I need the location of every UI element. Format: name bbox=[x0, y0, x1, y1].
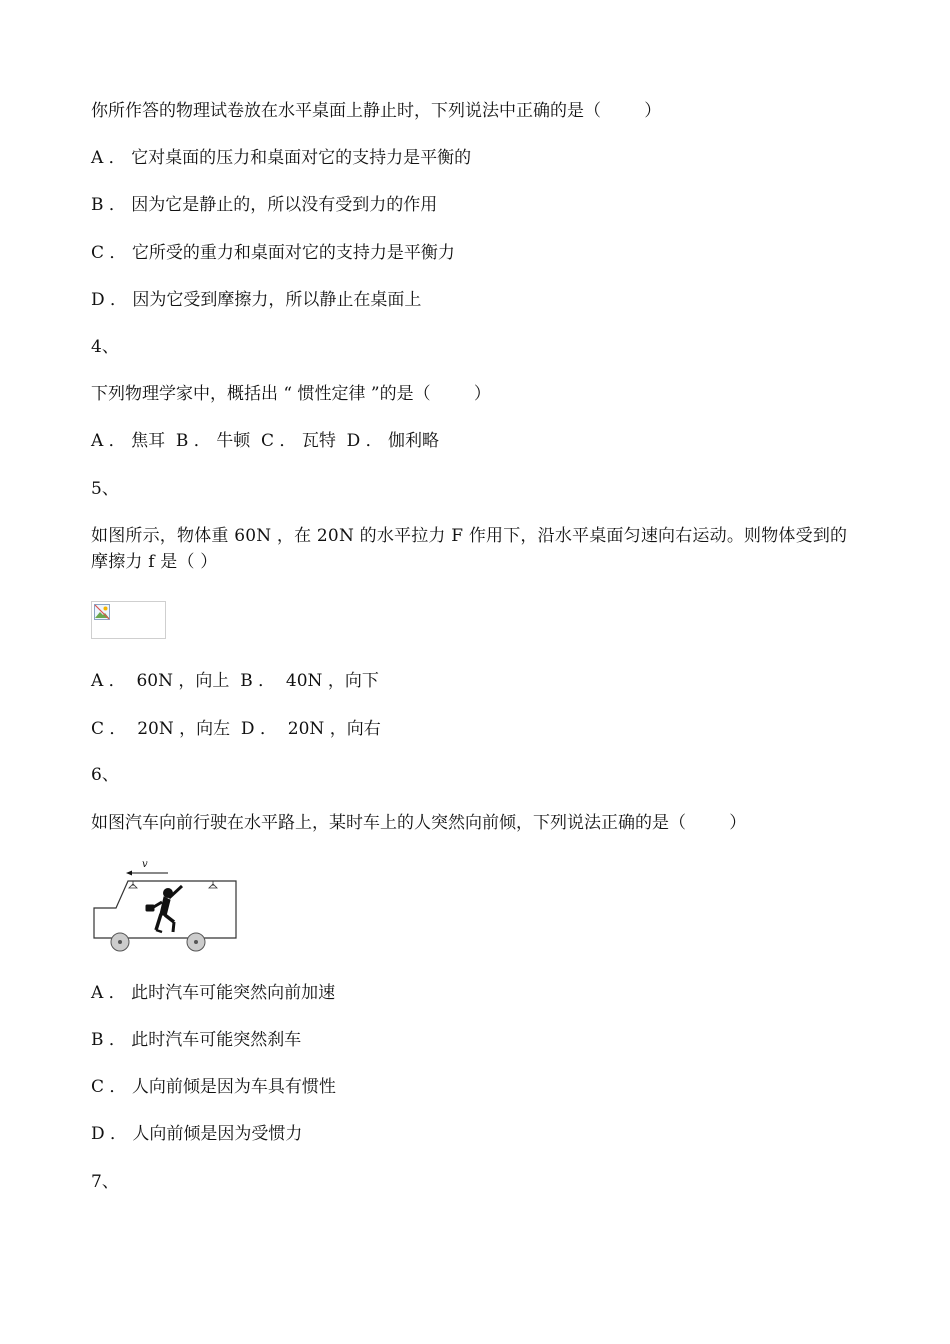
q6-option-d: D ． 人向前倾是因为受惯力 bbox=[91, 1124, 303, 1144]
car-figure bbox=[90, 856, 240, 952]
q6-stem: 如图汽车向前行驶在水平路上，某时车上的人突然向前倾，下列说法正确的是（ ） bbox=[91, 813, 747, 833]
q3-option-d: D ． 因为它受到摩擦力，所以静止在桌面上 bbox=[91, 290, 422, 310]
q5-options-row2: C ． 20N ，向左 D ． 20N ，向右 bbox=[91, 719, 381, 739]
q4-number: 4、 bbox=[91, 337, 119, 357]
q3-option-a: A ． 它对桌面的压力和桌面对它的支持力是平衡的 bbox=[91, 148, 472, 168]
q5-stem: 如图所示，物体重 60N ，在 20N 的水平拉力 F 作用下，沿水平桌面匀速向右运动。则物体受到的摩擦力 f 是（ ） bbox=[91, 526, 848, 572]
wheel-rear bbox=[187, 933, 205, 951]
q4-stem: 下列物理学家中，概括出 “ 惯性定律 ”的是（ ） bbox=[91, 384, 491, 404]
q4-options: A ． 焦耳 B ． 牛顿 C ． 瓦特 D ． 伽利略 bbox=[91, 431, 440, 451]
q6-option-b: B ． 此时汽车可能突然刹车 bbox=[91, 1030, 302, 1050]
q6-option-a: A ． 此时汽车可能突然向前加速 bbox=[91, 983, 336, 1003]
q5-options-row1: A ． 60N ，向上 B ． 40N ，向下 bbox=[91, 671, 379, 691]
wheel-front bbox=[111, 933, 129, 951]
q5-figure bbox=[91, 601, 166, 639]
q3-option-b: B ． 因为它是静止的，所以没有受到力的作用 bbox=[91, 195, 438, 215]
q5-number: 5、 bbox=[91, 479, 119, 499]
q3-option-c: C ． 它所受的重力和桌面对它的支持力是平衡力 bbox=[91, 243, 455, 263]
broken-image-icon bbox=[94, 604, 110, 620]
q3-stem: 你所作答的物理试卷放在水平桌面上静止时，下列说法中正确的是（ ） bbox=[91, 101, 662, 121]
q6-number: 6、 bbox=[91, 765, 119, 785]
q7-number: 7、 bbox=[91, 1172, 119, 1192]
q6-option-c: C ． 人向前倾是因为车具有惯性 bbox=[91, 1077, 336, 1097]
velocity-label: v bbox=[142, 859, 148, 870]
